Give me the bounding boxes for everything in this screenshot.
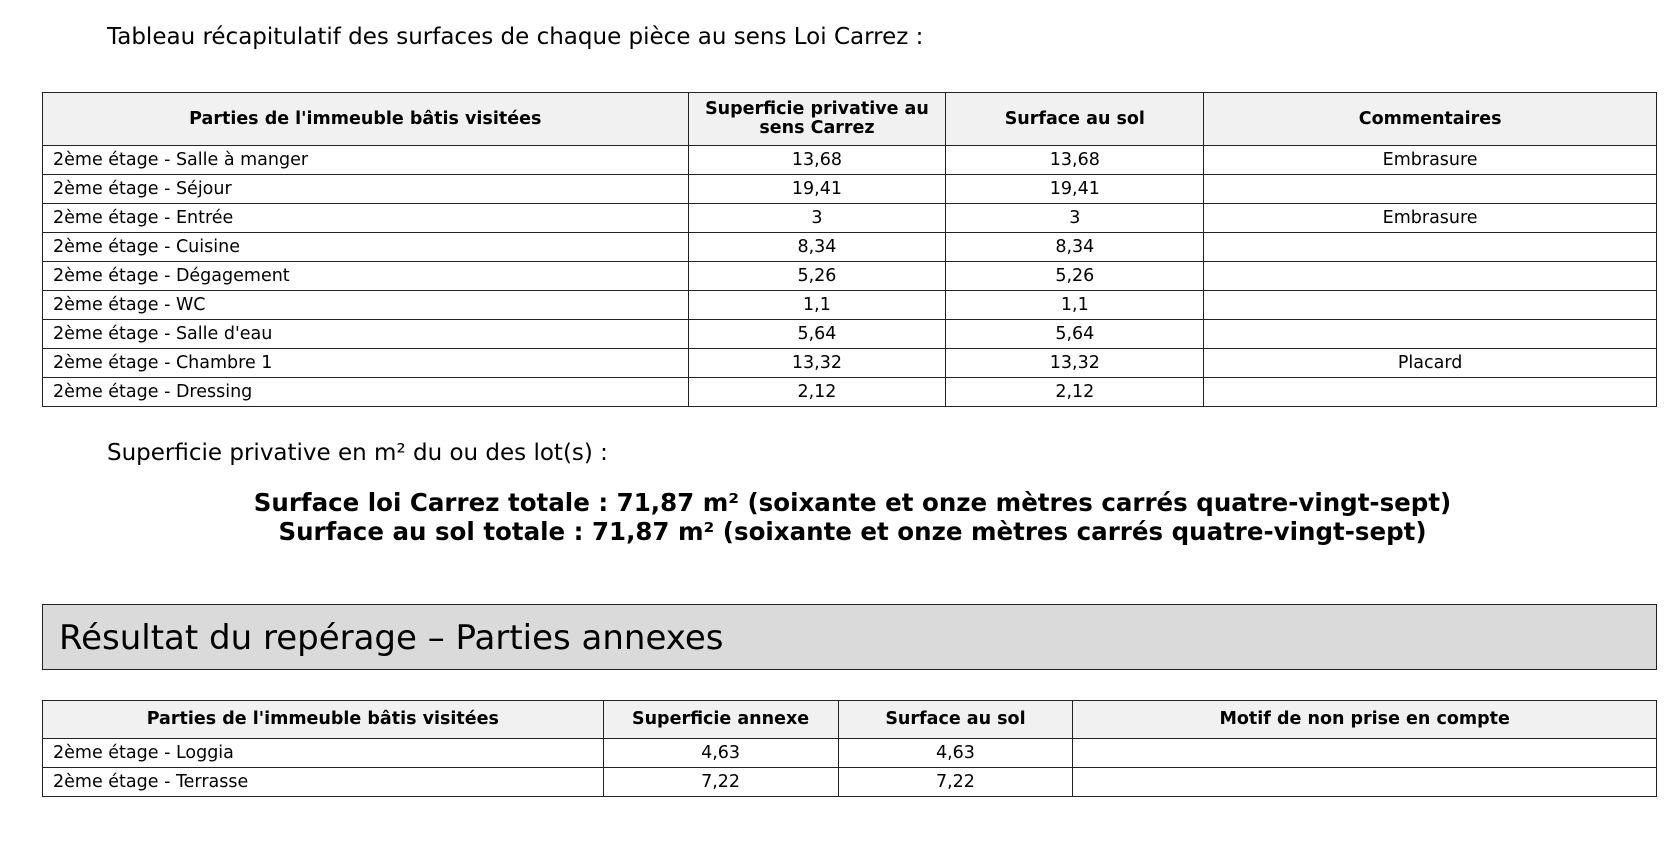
table-cell: 13,68 — [688, 146, 946, 175]
table-cell — [1204, 320, 1657, 349]
table-row — [43, 146, 1657, 175]
header-commentaires: Commentaires — [1204, 93, 1657, 146]
header-superficie-carrez: Superficie privative au sens Carrez — [688, 93, 946, 146]
table-cell: 19,41 — [946, 175, 1204, 204]
intro-text: Tableau récapitulatif des surfaces de chaque pièce au sens Loi Carrez : — [107, 24, 924, 50]
table-row — [43, 349, 1657, 378]
table-cell: 4,63 — [603, 739, 838, 768]
section-header — [42, 604, 1657, 670]
table-row — [43, 378, 1657, 407]
table-cell: 2ème étage - WC — [43, 291, 689, 320]
table-cell: 2,12 — [946, 378, 1204, 407]
table-cell: 2ème étage - Cuisine — [43, 233, 689, 262]
header-parties: Parties de l'immeuble bâtis visitées — [43, 93, 689, 146]
table-row — [43, 739, 1657, 768]
table-cell: 2ème étage - Loggia — [43, 739, 604, 768]
table-cell: 13,32 — [946, 349, 1204, 378]
table-cell: 5,26 — [688, 262, 946, 291]
table-row — [43, 175, 1657, 204]
table-cell: Embrasure — [1204, 146, 1657, 175]
table-cell: 4,63 — [838, 739, 1073, 768]
table-cell — [1204, 175, 1657, 204]
table-cell: 2ème étage - Salle à manger — [43, 146, 689, 175]
table-cell: 2ème étage - Dégagement — [43, 262, 689, 291]
table-cell: 2ème étage - Salle d'eau — [43, 320, 689, 349]
table-cell: 2ème étage - Séjour — [43, 175, 689, 204]
table-cell: 5,26 — [946, 262, 1204, 291]
table-cell: 5,64 — [946, 320, 1204, 349]
table-cell: 3 — [946, 204, 1204, 233]
table-cell — [1204, 291, 1657, 320]
table-cell: 7,22 — [603, 768, 838, 797]
table-cell: Placard — [1204, 349, 1657, 378]
table-cell: 2ème étage - Chambre 1 — [43, 349, 689, 378]
table-cell: 3 — [688, 204, 946, 233]
table-row — [43, 233, 1657, 262]
table-cell — [1204, 262, 1657, 291]
table-cell: 8,34 — [946, 233, 1204, 262]
table-cell: 2ème étage - Dressing — [43, 378, 689, 407]
table-row — [43, 320, 1657, 349]
table-cell: 2ème étage - Entrée — [43, 204, 689, 233]
total-carrez: Surface loi Carrez totale : 71,87 m² (soixante et onze mètres carrés quatre-vingt-sept) — [253, 488, 1452, 517]
table-cell — [1204, 378, 1657, 407]
table-cell: 19,41 — [688, 175, 946, 204]
table-cell: 7,22 — [838, 768, 1073, 797]
table-cell — [1204, 233, 1657, 262]
table-row — [43, 768, 1657, 797]
table-header-row — [43, 701, 1657, 739]
table-row — [43, 291, 1657, 320]
table-cell: 8,34 — [688, 233, 946, 262]
header-motif: Motif de non prise en compte — [1073, 701, 1657, 739]
table-cell: 5,64 — [688, 320, 946, 349]
table-cell: 1,1 — [688, 291, 946, 320]
table-header-row — [43, 93, 1657, 146]
annex-surface-table — [42, 700, 1657, 797]
table-cell: Embrasure — [1204, 204, 1657, 233]
header-superficie-annexe: Superficie annexe — [603, 701, 838, 739]
table-cell — [1073, 768, 1657, 797]
table-cell: 1,1 — [946, 291, 1204, 320]
header-parties: Parties de l'immeuble bâtis visitées — [43, 701, 604, 739]
table-cell: 2,12 — [688, 378, 946, 407]
header-surface-sol: Surface au sol — [946, 93, 1204, 146]
table-cell: 13,32 — [688, 349, 946, 378]
table-cell: 13,68 — [946, 146, 1204, 175]
carrez-surface-table — [42, 92, 1657, 407]
table-cell — [1073, 739, 1657, 768]
section-title: Résultat du repérage – Parties annexes — [59, 618, 724, 658]
header-surface-sol: Surface au sol — [838, 701, 1073, 739]
table-cell: 2ème étage - Terrasse — [43, 768, 604, 797]
table-row — [43, 204, 1657, 233]
table-row — [43, 262, 1657, 291]
total-label: Superficie privative en m² du ou des lot(s) : — [107, 440, 608, 466]
total-sol: Surface au sol totale : 71,87 m² (soixante et onze mètres carrés quatre-vingt-sept) — [278, 517, 1427, 546]
